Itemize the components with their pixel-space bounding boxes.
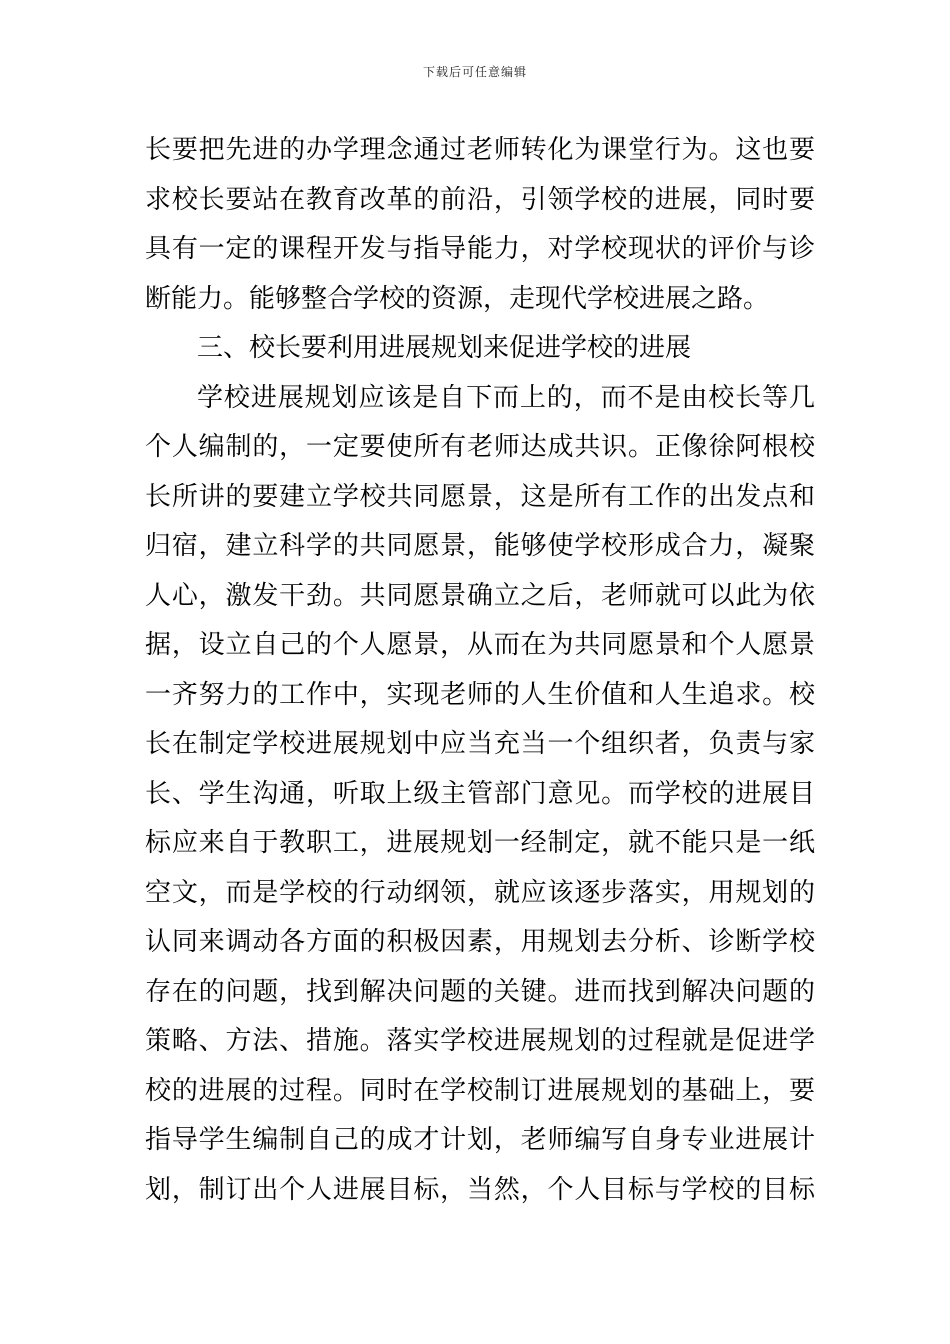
body-line: 断能力。能够整合学校的资源，走现代学校进展之路。 bbox=[145, 283, 770, 314]
body-line: 长、学生沟通，听取上级主管部门意见。而学校的进展目 bbox=[145, 778, 815, 809]
body-line: 长在制定学校进展规划中应当充当一个组织者，负责与家 bbox=[145, 729, 815, 759]
body-line: 空文，而是学校的行动纲领，就应该逐步落实，用规划的 bbox=[145, 877, 815, 908]
body-line: 归宿，建立科学的共同愿景，能够使学校形成合力，凝聚 bbox=[145, 531, 815, 561]
body-line: 认同来调动各方面的积极因素，用规划去分析、诊断学校 bbox=[145, 927, 815, 957]
body-line: 长所讲的要建立学校共同愿景，这是所有工作的出发点和 bbox=[145, 481, 815, 512]
body-line: 策略、方法、措施。落实学校进展规划的过程就是促进学 bbox=[145, 1026, 815, 1056]
body-line: 划，制订出个人进展目标，当然，个人目标与学校的目标 bbox=[145, 1174, 815, 1205]
body-line: 据，设立自己的个人愿景，从而在为共同愿景和个人愿景 bbox=[145, 630, 815, 660]
body-line: 具有一定的课程开发与指导能力，对学校现状的评价与诊 bbox=[145, 234, 815, 264]
body-line: 指导学生编制自己的成才计划，老师编写自身专业进展计 bbox=[145, 1125, 815, 1155]
section-heading: 三、校长要利用进展规划来促进学校的进展 bbox=[197, 333, 692, 363]
body-line: 一齐努力的工作中，实现老师的人生价值和人生追求。校 bbox=[145, 679, 815, 710]
body-line: 校的进展的过程。同时在学校制订进展规划的基础上，要 bbox=[145, 1075, 815, 1106]
body-line: 学校进展规划应该是自下而上的，而不是由校长等几 bbox=[197, 382, 815, 413]
body-line: 标应来自于教职工，进展规划一经制定，就不能只是一纸 bbox=[145, 828, 815, 858]
body-line: 长要把先进的办学理念通过老师转化为课堂行为。这也要 bbox=[145, 135, 815, 165]
document-body bbox=[145, 126, 815, 1215]
body-line: 人心，激发干劲。共同愿景确立之后，老师就可以此为依 bbox=[145, 580, 815, 611]
page-header: 下载后可任意编辑 bbox=[422, 65, 527, 79]
body-line: 求校长要站在教育改革的前沿，引领学校的进展，同时要 bbox=[145, 184, 815, 215]
body-line: 个人编制的，一定要使所有老师达成共识。正像徐阿根校 bbox=[145, 432, 815, 462]
body-line: 存在的问题，找到解决问题的关键。进而找到解决问题的 bbox=[145, 976, 815, 1007]
